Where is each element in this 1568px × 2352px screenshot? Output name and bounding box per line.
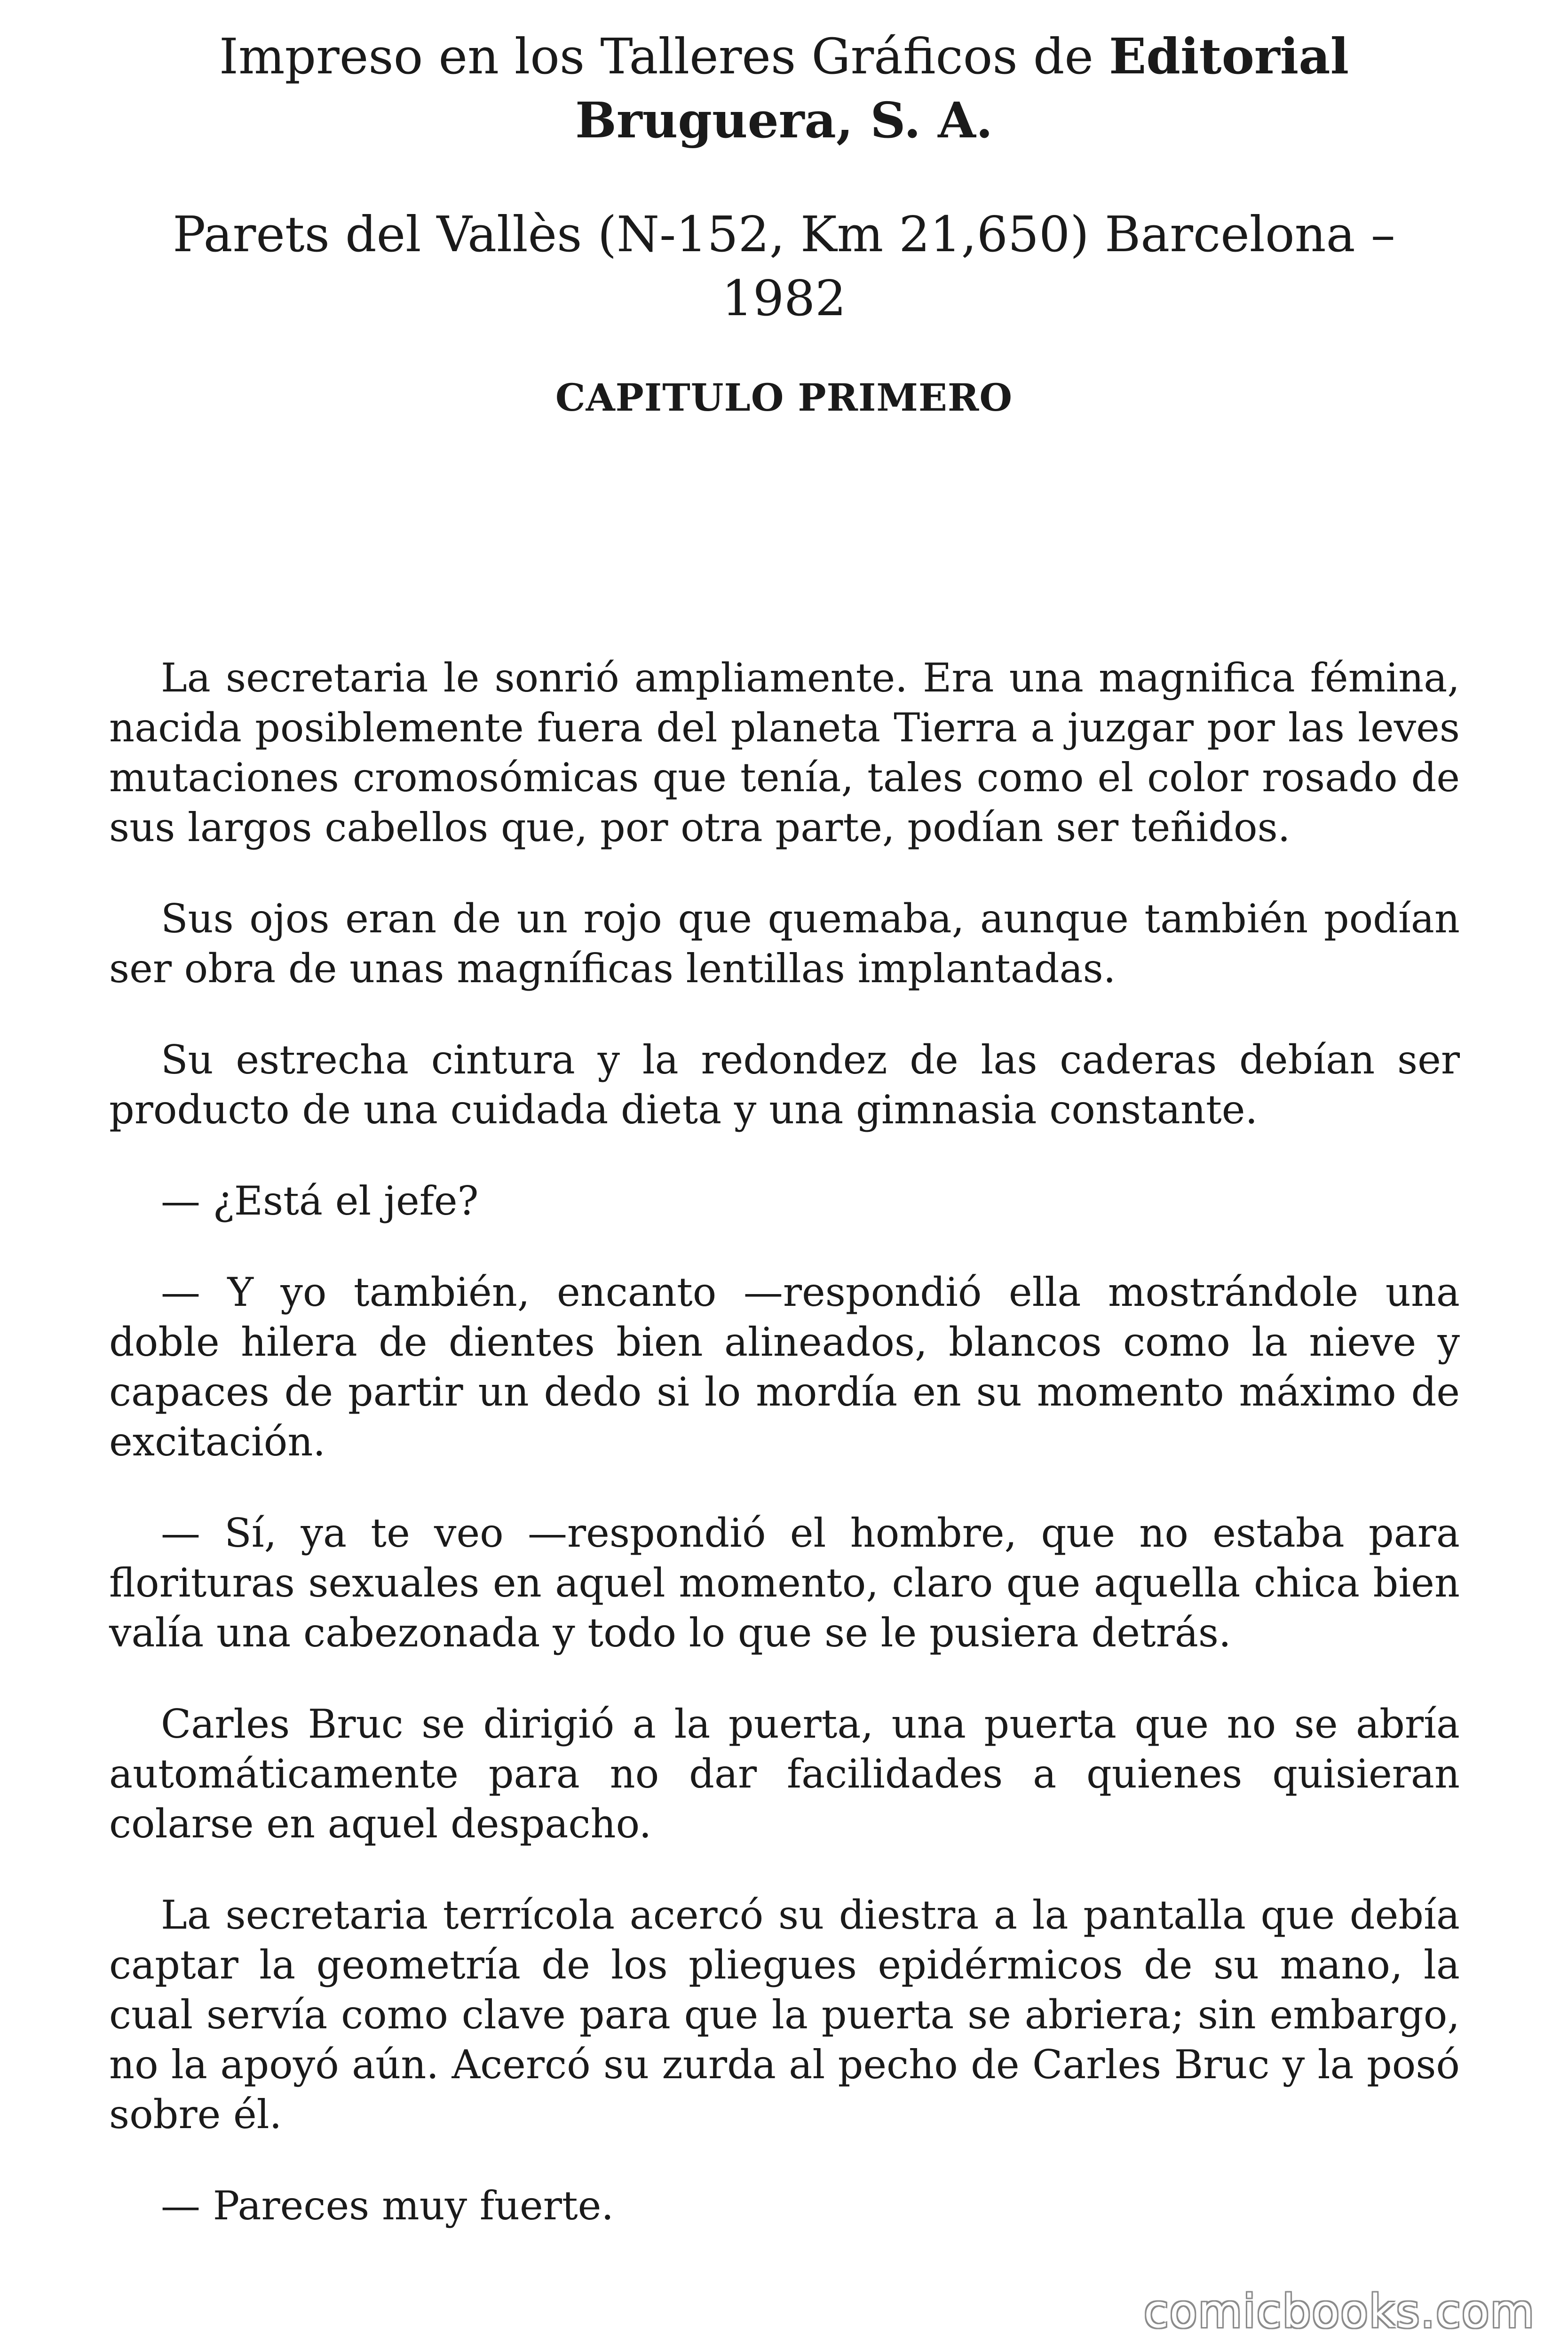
paragraph: Su estrecha cintura y la redondez de las caderas debían ser producto de una cuidada dieta y una gimnasia constante. xyxy=(109,1037,1460,1133)
imprint-publisher: Editorial Bruguera, S. A. xyxy=(575,27,1349,149)
chapter-body xyxy=(109,653,1460,2272)
imprint-printer-text: Impreso en los Talleres Gráficos de xyxy=(219,28,1109,85)
paragraph: — ¿Está el jefe? xyxy=(161,1178,479,1224)
paragraph: La secretaria terrícola acercó su diestra a la pantalla que debía captar la geometría de los pliegues epidérmicos de su mano, la cual servía como clave para que la puerta se abriera; sin embargo, no la apoyó aún. Acercó su zurda al pecho de Carles Bruc y la posó sobre él. xyxy=(109,1892,1460,2137)
imprint-printer xyxy=(141,24,1427,152)
paragraph: — Sí, ya te veo —respondió el hombre, que no estaba para florituras sexuales en aquel momento, claro que aquella chica bien valía una cabezonada y todo lo que se le pusiera detrás. xyxy=(109,1510,1460,1656)
paragraph: — Pareces muy fuerte. xyxy=(161,2183,614,2229)
paragraph: La secretaria le sonrió ampliamente. Era una magnifica fémina, nacida posiblemente fuera del planeta Tierra a juzgar por las leves mutaciones cromosómicas que tenía, tales como el color rosado de sus largos cabellos que, por otra parte, podían ser teñidos. xyxy=(109,655,1460,850)
chapter-title: CAPITULO PRIMERO xyxy=(555,375,1013,420)
watermark: comicbooks.com xyxy=(1143,2285,1535,2338)
imprint-address: Parets del Vallès (N-152, Km 21,650) Barcelona – 1982 xyxy=(173,206,1395,327)
paragraph: — Y yo también, encanto —respondió ella mostrándole una doble hilera de dientes bien alineados, blancos como la nieve y capaces de partir un dedo si lo mordía en su momento máximo de excitación. xyxy=(109,1269,1460,1465)
paragraph: Carles Bruc se dirigió a la puerta, una puerta que no se abría automáticamente para no dar facilidades a quienes quisieran colarse en aquel despacho. xyxy=(109,1701,1460,1847)
paragraph: Sus ojos eran de un rojo que quemaba, aunque también podían ser obra de unas magníficas lentillas implantadas. xyxy=(109,896,1460,992)
